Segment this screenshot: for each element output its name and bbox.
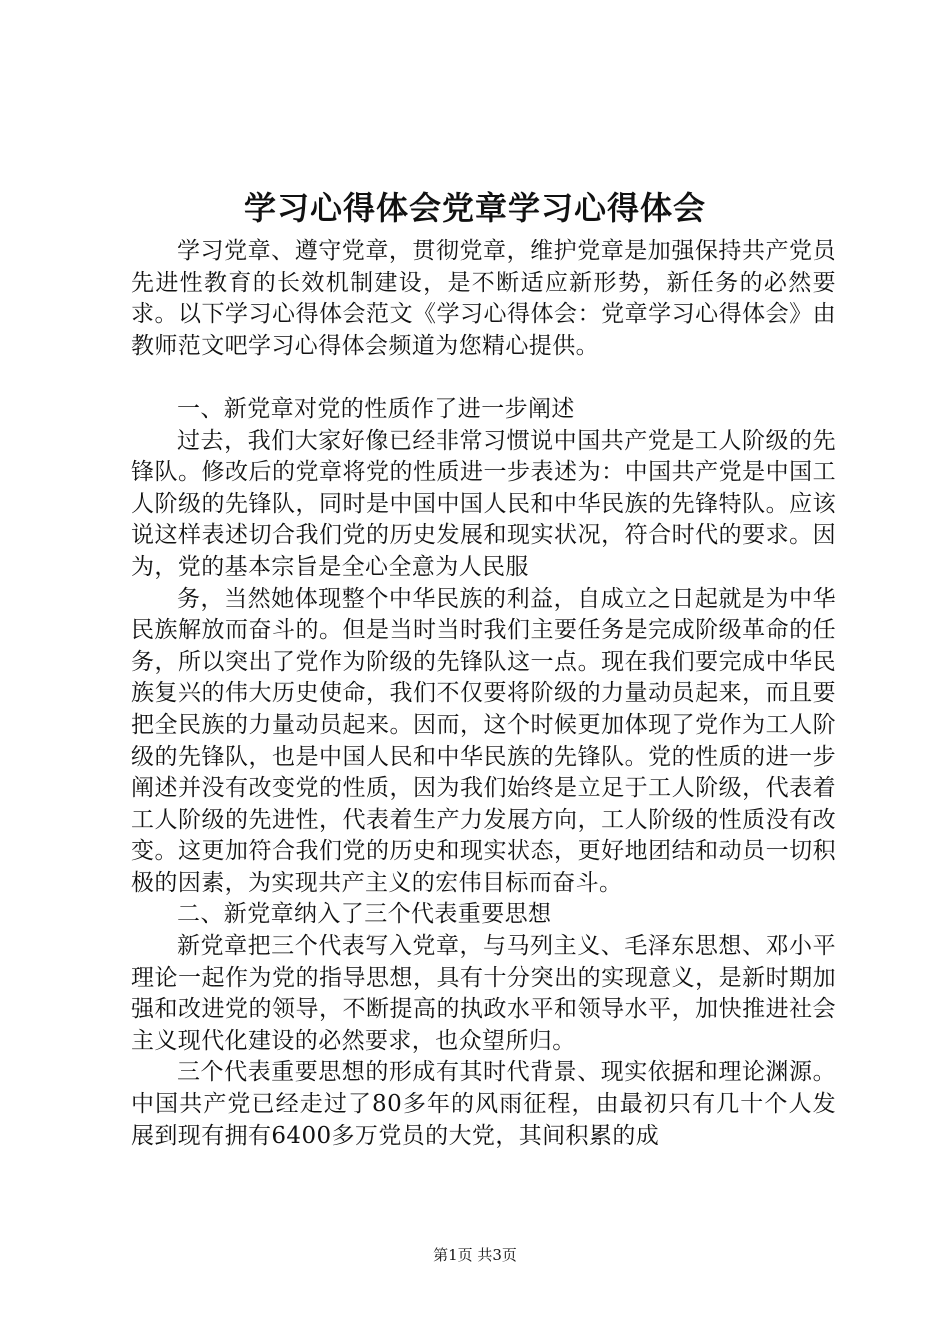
section-heading-1: 一、新党章对党的性质作了进一步阐述 [177, 395, 575, 422]
body-paragraph: 新党章把三个代表写入党章，与马列主义、毛泽东思想、邓小平理论一起作为党的指导思想，具有十分突出的实现意义，是新时期加强和改进党的领导，不断提高的执政水平和领导水平，加快推进社会主义现代化建设的必然要求，也众望所归。 [131, 933, 836, 1054]
section-heading-2: 二、新党章纳入了三个代表重要思想 [177, 901, 552, 928]
body-paragraph: 三个代表重要思想的形成有其时代背景、现实依据和理论渊源。中国共产党已经走过了80多年的风雨征程，由最初只有几十个人发展到现有拥有6400多万党员的大党，其间积累的成 [131, 1059, 836, 1149]
intro-paragraph: 学习党章、遵守党章，贯彻党章，维护党章是加强保持共产党员先进性教育的长效机制建设，是不断适应新形势，新任务的必然要求。以下学习心得体会范文《学习心得体会：党章学习心得体会》由教师范文吧学习心得体会频道为您精心提供。 [131, 238, 836, 359]
document-body [131, 236, 836, 1152]
body-paragraph: 务，当然她体现整个中华民族的利益，自成立之日起就是为中华民族解放而奋斗的。但是当时当时我们主要任务是完成阶级革命的任务，所以突出了党作为阶级的先锋队这一点。现在我们要完成中华民族复兴的伟大历史使命，我们不仅要将阶级的力量动员起来，而且要把全民族的力量动员起来。因而，这个时候更加体现了党作为工人阶级的先锋队，也是中国人民和中华民族的先锋队。党的性质的进一步阐述并没有改变党的性质，因为我们始终是立足于工人阶级，代表着工人阶级的先进性，代表着生产力发展方向，工人阶级的性质没有改变。这更加符合我们党的历史和现实状态，更好地团结和动员一切积极的因素，为实现共产主义的宏伟目标而奋斗。 [131, 585, 836, 896]
document-title: 学习心得体会党章学习心得体会 [243, 189, 706, 227]
body-paragraph: 过去，我们大家好像已经非常习惯说中国共产党是工人阶级的先锋队。修改后的党章将党的性质进一步表述为：中国共产党是中国工人阶级的先锋队，同时是中国中国人民和中华民族的先锋特队。应该说这样表述切合我们党的历史发展和现实状况，符合时代的要求。因为，党的基本宗旨是全心全意为人民服 [131, 427, 836, 580]
page-footer: 第1页 共3页 [433, 1246, 517, 1264]
